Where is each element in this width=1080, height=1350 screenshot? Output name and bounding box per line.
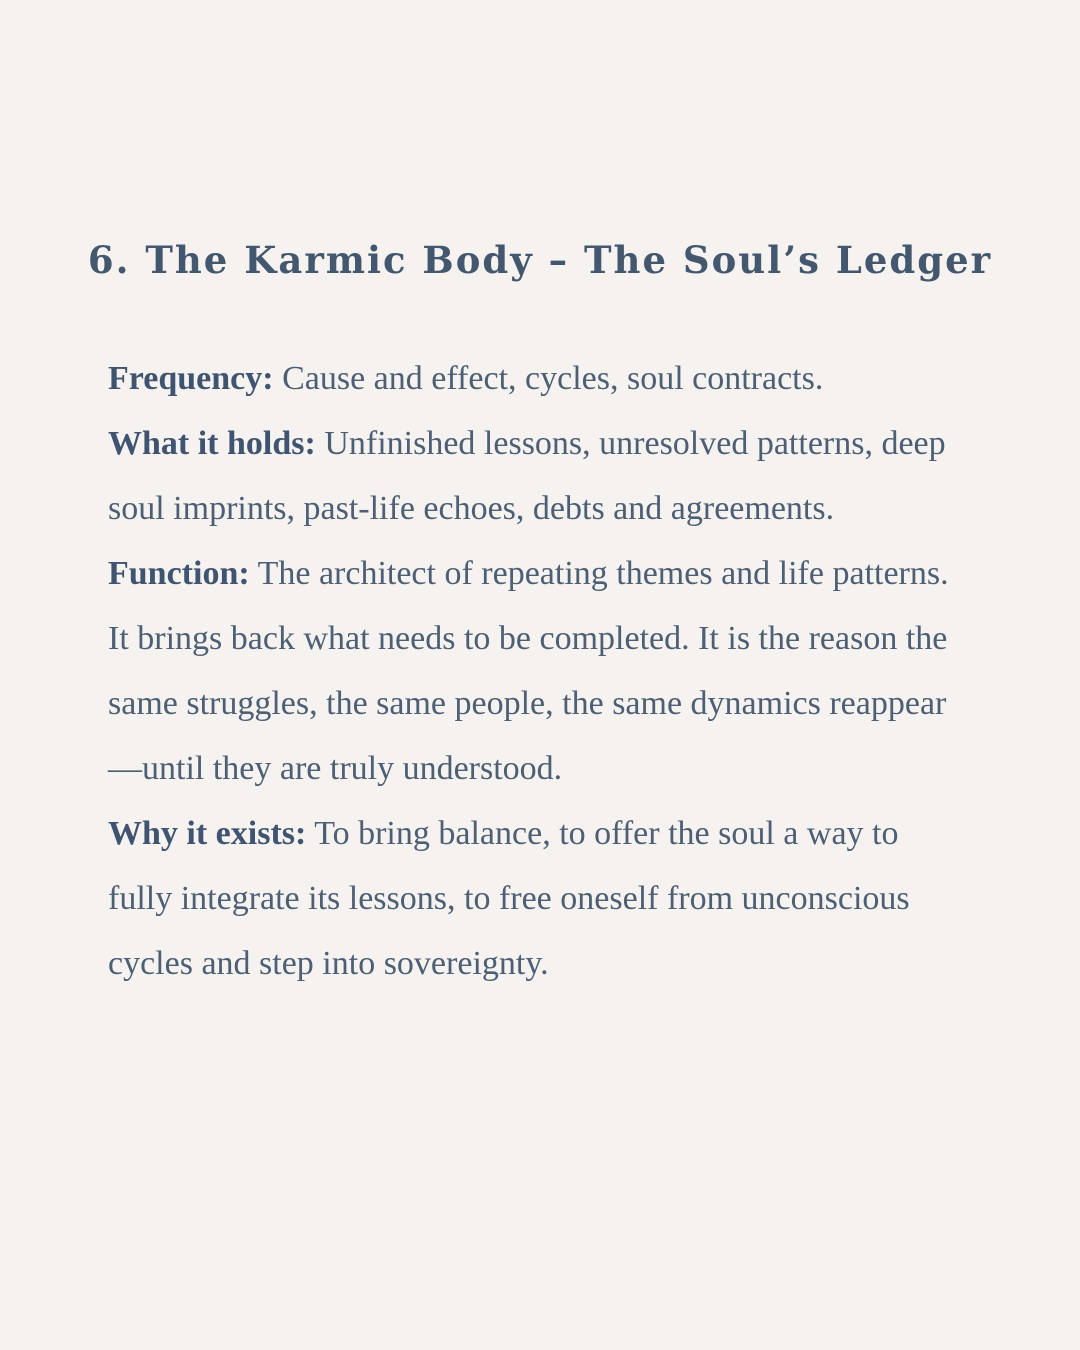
frequency-label: Frequency: [108, 360, 274, 397]
page-title: 6. The Karmic Body – The Soul’s Ledger [87, 238, 993, 282]
why-it-exists-section [108, 801, 968, 996]
what-it-holds-text: Unfinished lessons, unresolved patterns, deep soul imprints, past-life echoes, debts and agreements. [108, 425, 946, 527]
function-section [108, 541, 968, 801]
frequency-section [108, 346, 968, 411]
frequency-text: Cause and effect, cycles, soul contracts. [282, 360, 824, 397]
what-it-holds-label: What it holds: [108, 425, 316, 462]
karmic-body-description [108, 346, 968, 996]
why-it-exists-text: To bring balance, to offer the soul a way to fully integrate its lessons, to free oneself from unconscious cycles and step into sovereignty. [108, 815, 910, 982]
what-it-holds-section [108, 411, 968, 541]
function-text: The architect of repeating themes and life patterns. It brings back what needs to be completed. It is the reason the same struggles, the same people, the same dynamics reappear—until they are truly understood. [108, 555, 949, 787]
why-it-exists-label: Why it exists: [108, 815, 307, 852]
function-label: Function: [108, 555, 250, 592]
